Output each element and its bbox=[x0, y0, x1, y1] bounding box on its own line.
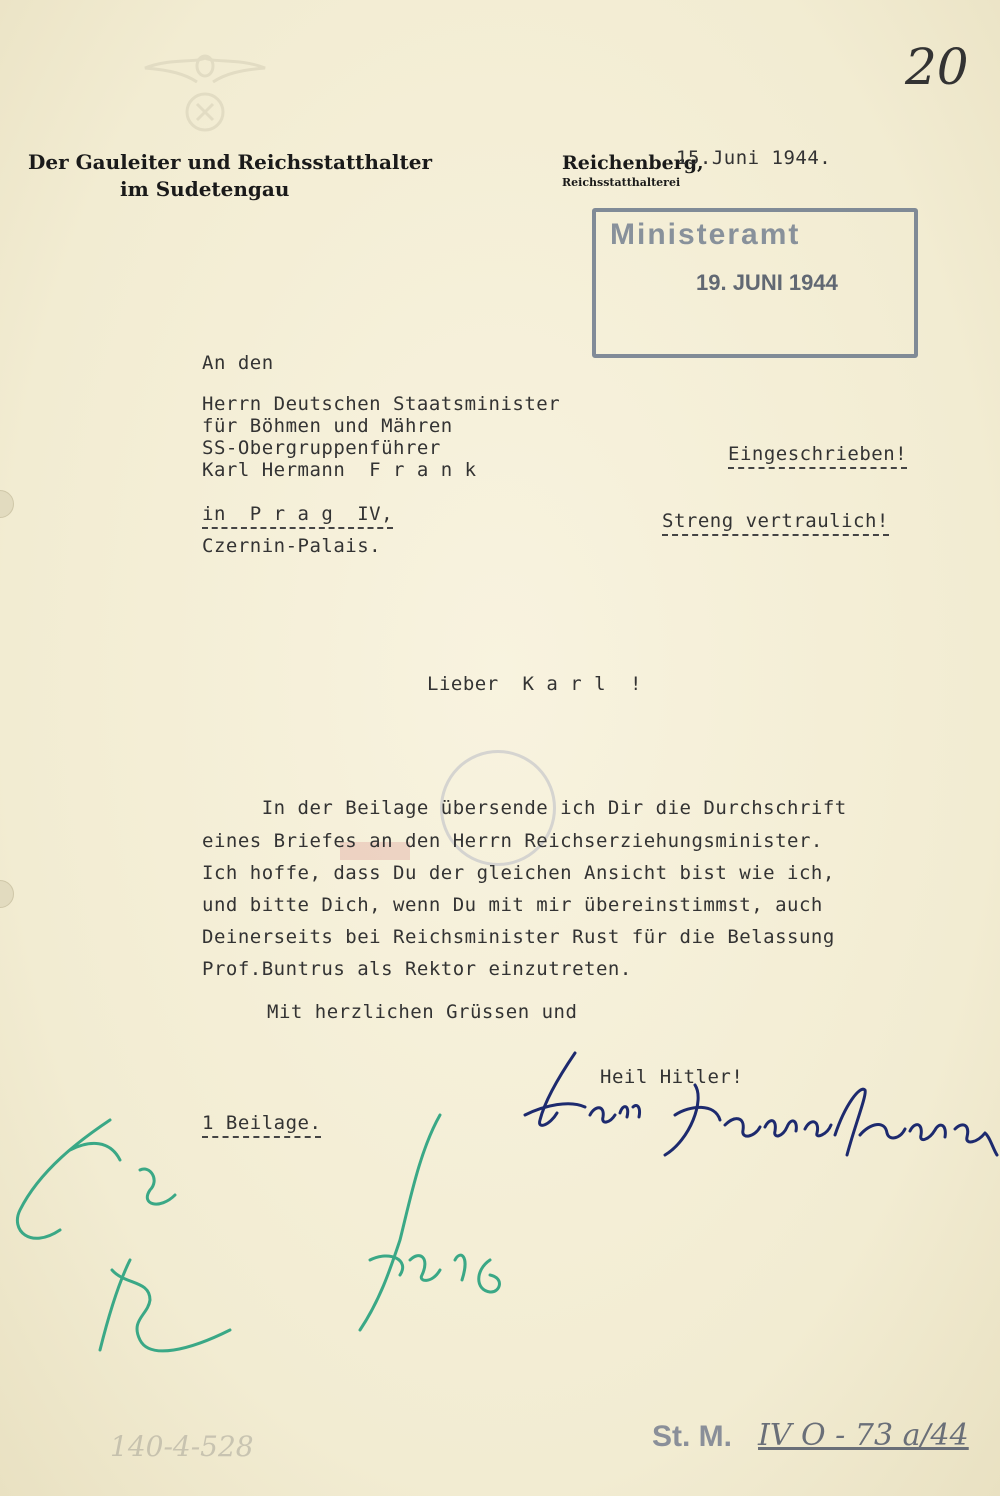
file-reference-number: IV O - 73 a/44 bbox=[758, 1418, 969, 1453]
faint-pencil-mark: 140-4-528 bbox=[110, 1430, 254, 1463]
body-line-4: und bitte Dich, wenn Du mit mir übereinstimmst, auch bbox=[202, 894, 823, 916]
confidential-note: Streng vertraulich! bbox=[662, 510, 889, 536]
body-line-3: Ich hoffe, dass Du der gleichen Ansicht bist wie ich, bbox=[202, 862, 835, 884]
letterhead-line-1: Der Gauleiter und Reichsstatthalter bbox=[28, 150, 433, 174]
body-line-2: eines Briefes an den Herrn Reichserziehungsminister. bbox=[202, 830, 823, 852]
letter-date: 15.Juni 1944. bbox=[676, 147, 832, 169]
recipient-line-4: Karl Hermann F r a n k bbox=[202, 459, 477, 481]
registered-note: Eingeschrieben! bbox=[728, 443, 907, 469]
place-city: Reichenberg, bbox=[562, 152, 704, 174]
recipient-address-line: Czernin-Palais. bbox=[202, 535, 382, 557]
place-office: Reichsstatthalterei bbox=[562, 176, 681, 189]
letter-greeting: Lieber K a r l ! bbox=[427, 673, 642, 695]
receipt-stamp-label: Ministeramt bbox=[610, 218, 801, 251]
letterhead-line-2: im Sudetengau bbox=[120, 177, 290, 201]
recipient-line-2: für Böhmen und Mähren bbox=[202, 415, 453, 437]
enclosure-note: 1 Beilage. bbox=[202, 1112, 321, 1138]
recipient-line-1: Herrn Deutschen Staatsminister bbox=[202, 393, 561, 415]
closing-line: Mit herzlichen Grüssen und bbox=[267, 1001, 578, 1023]
recipient-salutation-line: An den bbox=[202, 352, 274, 374]
recipient-city-line: in P r a g IV, bbox=[202, 503, 393, 529]
receipt-stamp bbox=[592, 208, 918, 358]
recipient-line-3: SS-Obergruppenführer bbox=[202, 437, 441, 459]
receipt-stamp-date: 19. JUNI 1944 bbox=[696, 270, 838, 295]
punch-hole-bottom bbox=[0, 880, 14, 908]
handwritten-signature bbox=[515, 1045, 1000, 1205]
body-line-5: Deinerseits bei Reichsminister Rust für die Belassung bbox=[202, 926, 835, 948]
punch-hole-top bbox=[0, 490, 14, 518]
body-line-6: Prof.Buntrus als Rektor einzutreten. bbox=[202, 958, 632, 980]
body-line-1: In der Beilage übersende ich Dir die Durchschrift bbox=[202, 797, 847, 819]
green-pencil-notes bbox=[0, 1110, 520, 1400]
embossed-eagle-emblem bbox=[135, 38, 275, 138]
file-reference-prefix: St. M. bbox=[652, 1420, 732, 1453]
sign-off: Heil Hitler! bbox=[600, 1066, 744, 1088]
page-number: 20 bbox=[905, 38, 969, 96]
